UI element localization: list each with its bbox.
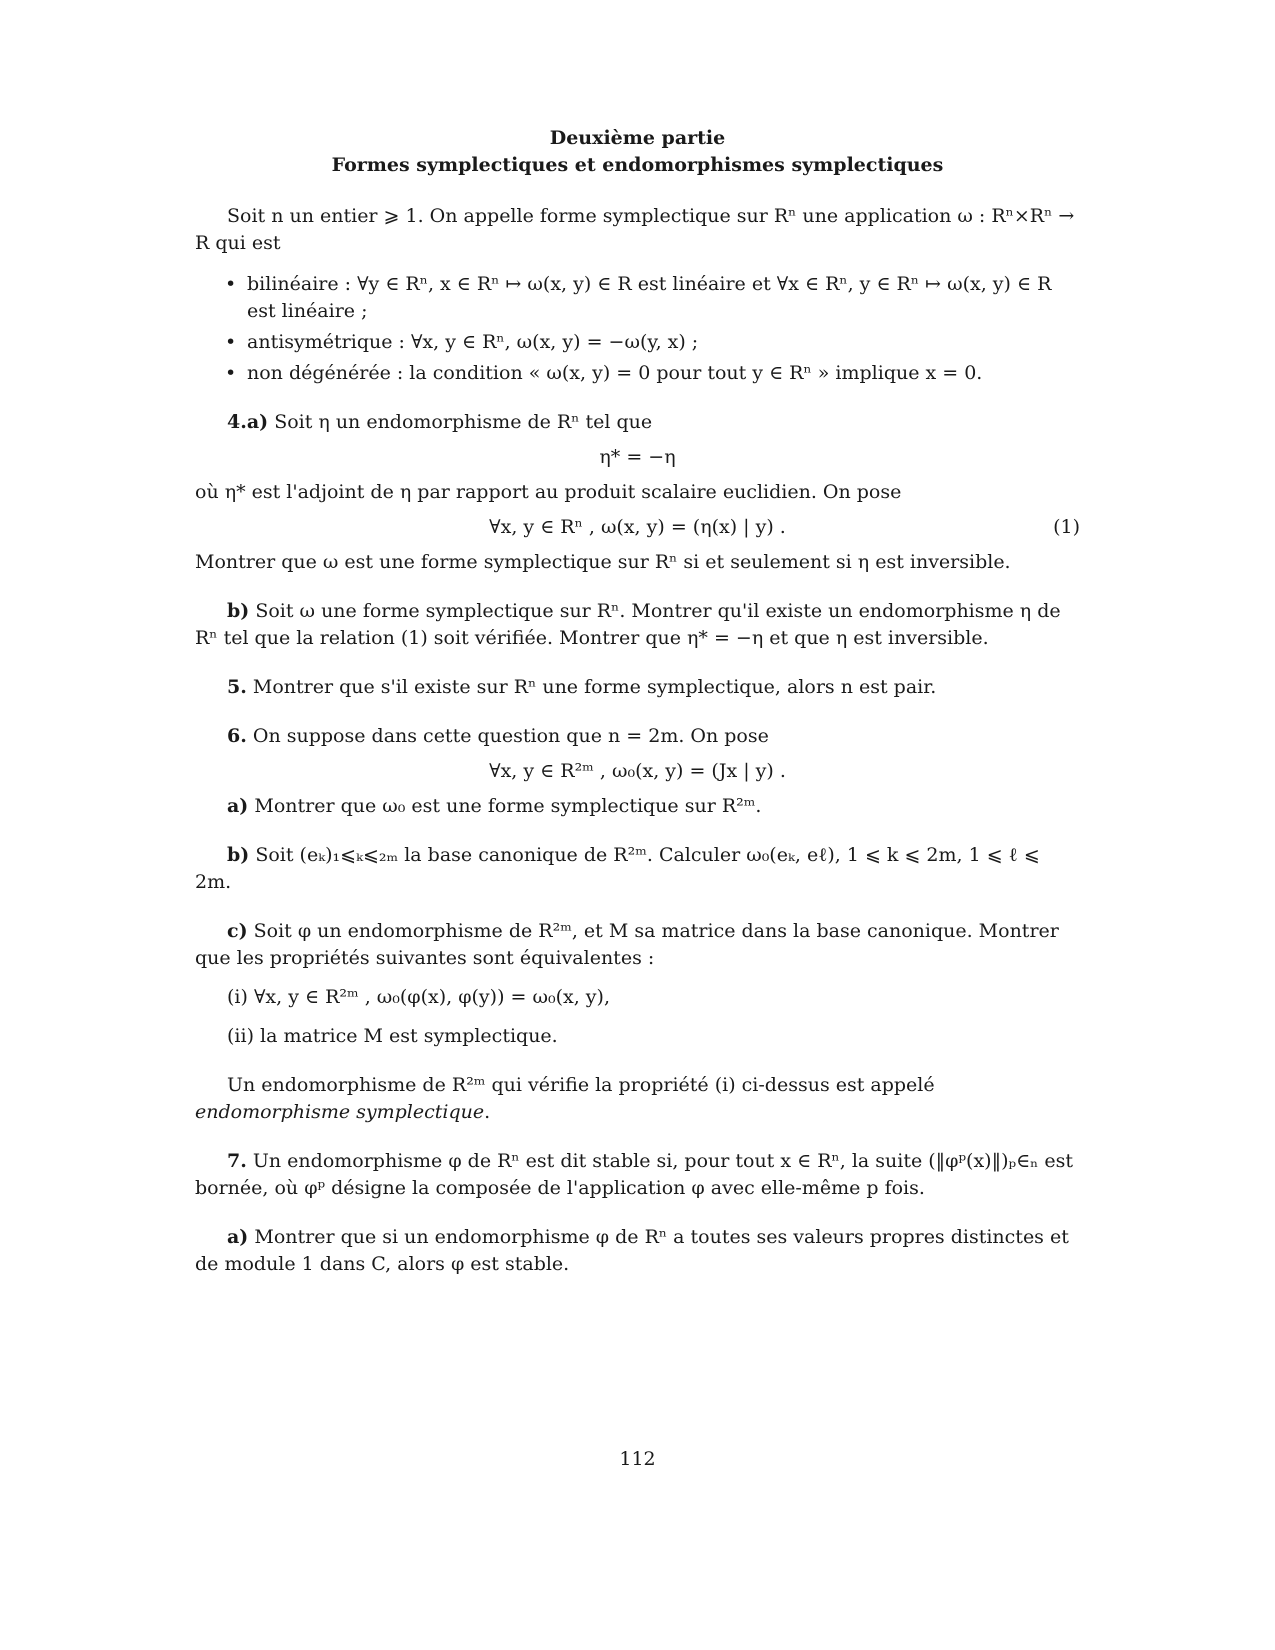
property-list: [195, 271, 1080, 387]
question-6-label: 6.: [227, 725, 247, 747]
question-7-text: Un endomorphisme φ de Rⁿ est dit stable si, pour tout x ∈ Rⁿ, la suite (‖φᵖ(x)‖)ₚ∈ₙ est bornée, où φᵖ désigne la composée de l'application φ avec elle-même p fois.: [195, 1150, 1074, 1199]
equation-1-number: (1): [1053, 516, 1080, 538]
question-7: [195, 1148, 1080, 1202]
equation-omega0: ∀x, y ∈ R²ᵐ , ω₀(x, y) = (Jx | y) .: [489, 760, 786, 782]
question-6a-label: a): [227, 795, 249, 817]
question-4b-text: Soit ω une forme symplectique sur Rⁿ. Montrer qu'il existe un endomorphisme η de Rⁿ tel que la relation (1) soit vérifiée. Montrer que η* = −η et que η est inversible.: [195, 600, 1061, 649]
definition-symplectic-endomorphism: [195, 1072, 1080, 1126]
property-bilinear: • bilinéaire : ∀y ∈ Rⁿ, x ∈ Rⁿ ↦ ω(x, y) ∈ R est linéaire et ∀x ∈ Rⁿ, y ∈ Rⁿ ↦ ω(x, y) ∈ R est linéaire ;: [247, 271, 1080, 325]
question-6c-label: c): [227, 920, 248, 942]
question-6b: [195, 842, 1080, 896]
question-5: [195, 674, 1080, 701]
question-6b-text: Soit (eₖ)₁⩽ₖ⩽₂ₘ la base canonique de R²ᵐ. Calculer ω₀(eₖ, eℓ), 1 ⩽ k ⩽ 2m, 1 ⩽ ℓ ⩽ 2m.: [195, 844, 1040, 893]
question-4b: [195, 598, 1080, 652]
question-5-label: 5.: [227, 676, 247, 698]
question-7a-label: a): [227, 1226, 249, 1248]
condition-ii: (ii) la matrice M est symplectique.: [227, 1025, 558, 1047]
page-number: 112: [619, 1448, 656, 1470]
property-nondegenerate: • non dégénérée : la condition « ω(x, y) = 0 pour tout y ∈ Rⁿ » implique x = 0.: [247, 360, 1080, 387]
question-6b-label: b): [227, 844, 250, 866]
question-4b-label: b): [227, 600, 250, 622]
question-5-text: Montrer que s'il existe sur Rⁿ une forme symplectique, alors n est pair.: [252, 676, 937, 698]
question-7a: [195, 1224, 1080, 1278]
section-title: [195, 125, 1080, 179]
condition-i: (i) ∀x, y ∈ R²ᵐ , ω₀(φ(x), φ(y)) = ω₀(x, y),: [227, 986, 610, 1008]
question-6c-text: Soit φ un endomorphisme de R²ᵐ, et M sa matrice dans la base canonique. Montrer que les propriétés suivantes sont équivalentes :: [195, 920, 1059, 969]
equation-adjoint: η* = −η: [599, 446, 676, 468]
equation-1: [195, 514, 1080, 541]
equivalence-conditions: [195, 984, 1080, 1050]
question-7-label: 7.: [227, 1150, 247, 1172]
question-6c: [195, 918, 1080, 972]
definition-term: endomorphisme symplectique: [195, 1101, 485, 1123]
definition-start: Un endomorphisme de R²ᵐ qui vérifie la propriété (i) ci-dessus est appelé: [227, 1074, 935, 1096]
question-6a: [195, 793, 1080, 820]
question-4a-task: Montrer que ω est une forme symplectique sur Rⁿ si et seulement si η est inversible.: [195, 551, 1011, 573]
question-4a: [195, 409, 1080, 436]
question-4a-label: 4.a): [227, 411, 269, 433]
question-6-text: On suppose dans cette question que n = 2m. On pose: [252, 725, 769, 747]
question-4a-after: où η* est l'adjoint de η par rapport au produit scalaire euclidien. On pose: [195, 481, 902, 503]
question-7a-text: Montrer que si un endomorphisme φ de Rⁿ a toutes ses valeurs propres distinctes et de module 1 dans C, alors φ est stable.: [195, 1226, 1069, 1275]
title-part: Deuxième partie: [549, 127, 726, 149]
equation-1-body: ∀x, y ∈ Rⁿ , ω(x, y) = (η(x) | y) .: [489, 516, 786, 538]
question-6: [195, 723, 1080, 750]
property-antisymmetric: • antisymétrique : ∀x, y ∈ Rⁿ, ω(x, y) = −ω(y, x) ;: [247, 329, 1080, 356]
title-subject: Formes symplectiques et endomorphismes symplectiques: [331, 154, 944, 176]
document-page: [195, 125, 1080, 1278]
definition-end: .: [484, 1101, 491, 1123]
question-6a-text: Montrer que ω₀ est une forme symplectique sur R²ᵐ.: [254, 795, 762, 817]
intro-paragraph: Soit n un entier ⩾ 1. On appelle forme symplectique sur Rⁿ une application ω : Rⁿ×Rⁿ → R qui est: [195, 205, 1075, 254]
question-4a-text: Soit η un endomorphisme de Rⁿ tel que: [274, 411, 653, 433]
